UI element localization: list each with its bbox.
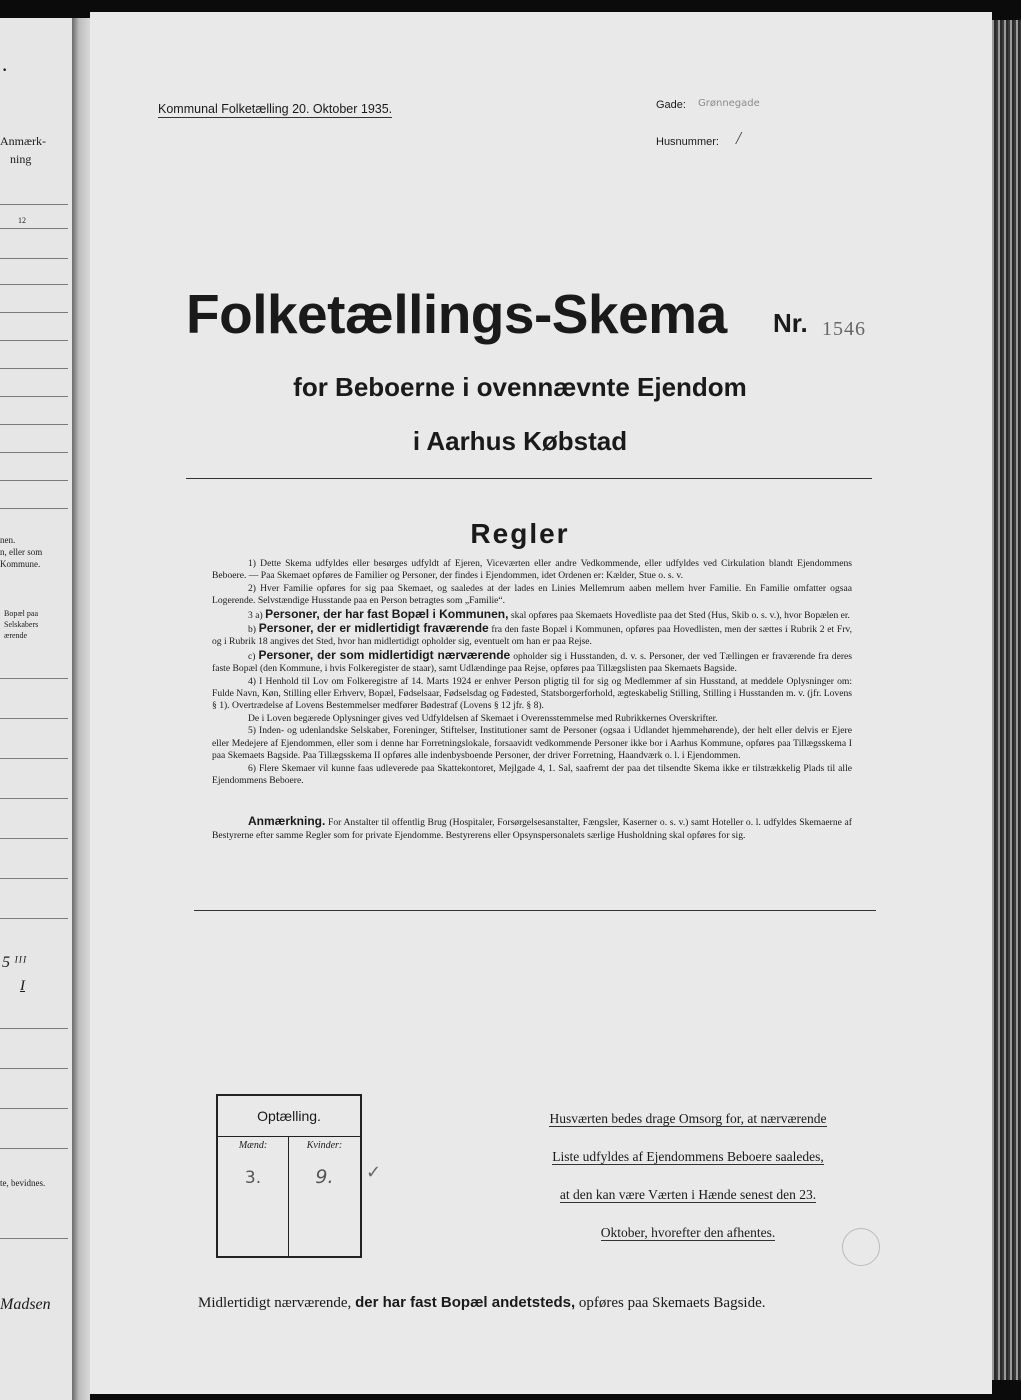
left-fragment-3: Kommune. [0, 559, 41, 569]
rule-5: 5) Inden- og udenlandske Selskaber, Foreninger, Stiftelser, Institutioner samt de Personer (ogsaa i Udlandet hjemmehørende), der helt eller delvis er Ejere eller Medejere af Ejendommen, eller som i denne har Forretningslokale, forsaavidt vedkommende Personer ikke bor i Aarhus Kommune, opføres paa Tillægsskema I paa Skemaets Bagside. Paa Tillægsskema II opføres alle indenbysboende Personer, der driver Forretning, Haandværk o. l. i Ejendommen. [212, 725, 852, 762]
count-box-title: Optælling. [257, 1108, 321, 1124]
footer-note [198, 1294, 766, 1312]
rule-3b-prefix: b) [248, 624, 256, 636]
rule-3a-prefix: 3 a) [248, 609, 263, 621]
men-count: 3. [244, 1168, 262, 1188]
left-handwriting-1: 5 ᴵᴵᴵ [2, 954, 27, 971]
rule-3a-text: skal opføres paa Skemaets Hovedliste paa det Sted (Hus, Skib o. s. v.), hvor Bopælen er. [510, 609, 850, 621]
check-mark-icon: ✓ [366, 1162, 382, 1183]
left-fragment-6: ærende [4, 631, 28, 640]
census-title: Kommunal Folketælling 20. Oktober 1935. [158, 102, 393, 116]
remark-text: For Anstalter til offentlig Brug (Hospitaler, Forsørgelsesanstalter, Fængsler, Kaserner o. s. v.) samt Hoteller o. l. udfyldes Skemaerne af Bestyrerne efter samme Regler som for private Ejendomme. Bestyrerens eller Opsynspersonalets særlige Husholdning skal opføres for sig. [212, 817, 852, 841]
left-page-mark: · [2, 62, 8, 79]
rules-block [212, 558, 852, 842]
left-fragment-4: Bopæl paa [4, 609, 38, 618]
form-subtitle-2: i Aarhus Købstad [412, 426, 628, 456]
left-col-head-2: ning [10, 152, 32, 166]
left-handwriting-2: I [20, 978, 25, 994]
street-value: Grønnegade [698, 98, 760, 109]
left-fragment-2: n, eller som [0, 547, 43, 557]
count-box [216, 1094, 362, 1258]
rule-1: 1) Dette Skema udfyldes eller besørges udfyldt af Ejeren, Viceværten eller andre Vedkommende, eller udfyldes ved Cirkulation blandt Ejendommens Beboere. — Paa Skemaet opføres de Familier og Personer, der findes i Ejendommen, idet Ordenen er: Kælder, Stue o. s. v. [212, 558, 852, 582]
form-subtitle-1: for Beboerne i ovennævnte Ejendom [293, 372, 747, 402]
left-fragment-5: Selskabers [4, 620, 39, 629]
women-label: Kvinder: [306, 1140, 343, 1151]
form-number-label: Nr. [773, 308, 808, 338]
title-divider [186, 478, 872, 479]
census-form-page [90, 12, 992, 1394]
rule-6: 6) Flere Skemaer vil kunne faas udleverede paa Skattekontoret, Mejlgade 4, 1. Sal, saafremt der paa det tilsendte Skema ikke er tilstrækkelig Plads til alle Ejendommens Beboere. [212, 762, 852, 786]
footer-part-2: der har fast Bopæl andetsteds, [355, 1294, 576, 1311]
faint-stamp [842, 1228, 880, 1266]
remark-label: Anmærkning. [248, 814, 326, 829]
rules-divider [194, 910, 876, 911]
footer-part-1: Midlertidigt nærværende, [198, 1295, 352, 1311]
rule-3a [212, 608, 852, 622]
instruction-line-4: Oktober, hvorefter den afhentes. [600, 1225, 776, 1240]
left-facing-page [0, 18, 75, 1400]
left-fragment-1: nen. [0, 535, 16, 545]
remark [212, 815, 852, 842]
instruction-line-2: Liste udfyldes af Ejendommens Beboere saaledes, [552, 1149, 824, 1164]
rule-3c [212, 649, 852, 676]
form-title: Folketællings-Skema [186, 283, 727, 345]
left-col-number: 12 [18, 216, 26, 225]
rule-3b-heading: Personer, der er midlertidigt fraværende [258, 621, 489, 636]
left-col-head-1: Anmærk- [0, 134, 46, 148]
women-count: 9. [315, 1166, 334, 1188]
book-spine [72, 18, 90, 1400]
footer-part-3: opføres paa Skemaets Bagside. [578, 1295, 766, 1311]
rule-2: 2) Hver Familie opføres for sig paa Skemaet, og saaledes at der lades en Linies Mellemrum aaben mellem hver Familie. En Familie omfatter ogsaa Logerende. Selvstændige Husstande paa en Person betragtes som „Familie“. [212, 582, 852, 607]
instruction-line-3: at den kan være Værten i Hænde senest den 23. [559, 1187, 817, 1202]
rule-4: 4) I Henhold til Lov om Folkeregistre af 14. Marts 1924 er enhver Person pligtig til for sig og Medlemmer af sin Husstand, at meddele Oplysninger om: Fulde Navn, Køn, Stilling eller Erhverv, Bopæl, Fødselsaar, Fødselsdag og Fødested, Statsborgerforhold, ægteskabelig Stilling, Stilling i Husstanden m. v. (jfr. Lovens § 1). Overtrædelse af Lovens Bestemmelser medfører Bødestraf (Lovens § 12 jfr. § 8). [212, 675, 852, 712]
left-fragment-7: te, bevidnes. [0, 1178, 46, 1188]
house-number-value: / [736, 128, 742, 148]
men-label: Mænd: [238, 1140, 268, 1151]
house-number-label: Husnummer: [656, 136, 719, 148]
rule-3c-text: opholder sig i Husstanden, d. v. s. Personer, der ved Tællingen er fraværende fra deres faste Bopæl (den Kommune, i hvis Folkeregister de staar), samt Udlændinge paa Rejse, opføres paa Tillægslisten paa Skemaets Bagside. [212, 650, 853, 675]
rule-3c-heading: Personer, der som midlertidigt nærværende [258, 647, 511, 662]
rules-heading: Regler [470, 518, 570, 549]
street-label: Gade: [656, 99, 686, 111]
instructions-block [520, 1100, 856, 1252]
rule-4b: De i Loven begærede Oplysninger gives ved Udfyldelsen af Skemaet i Overensstemmelse med Rubrikkernes Overskrifter. [248, 712, 718, 724]
rule-3c-prefix: c) [248, 650, 256, 662]
page-stack-edge [990, 20, 1021, 1380]
rule-3b-text: fra den faste Bopæl i Kommunen, opføres paa Hovedlisten, men der sættes i Rubrik 2 et Frv, og i Rubrik 18 angives det Sted, hvor han midlertidigt opholder sig, eventuelt om han er paa Rejse. [212, 624, 852, 648]
rule-3a-heading: Personer, der har fast Bopæl i Kommunen, [265, 606, 509, 621]
instruction-line-1: Husværten bedes drage Omsorg for, at nærværende [549, 1111, 827, 1126]
rule-3b [212, 622, 852, 649]
left-signature: Madsen [0, 1296, 51, 1313]
form-number-value: 1546 [822, 318, 866, 340]
